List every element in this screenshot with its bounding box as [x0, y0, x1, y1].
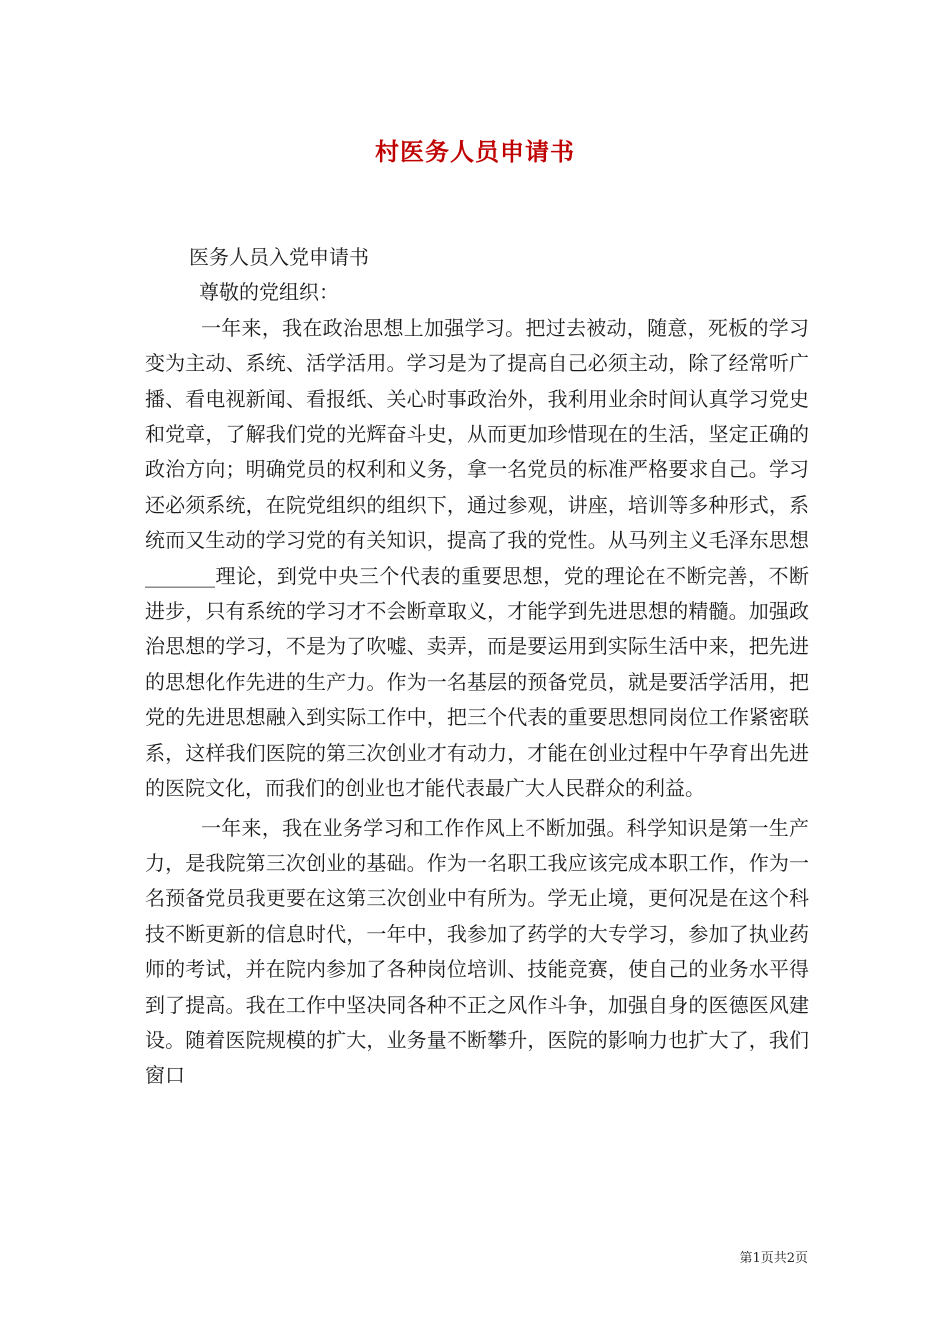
document-body [145, 240, 809, 1094]
salutation: 尊敬的党组织： [199, 280, 339, 305]
paragraph-1: 一年来，我在政治思想上加强学习。把过去被动，随意，死板的学习变为主动、系统、活学活用。学习是为了提高自己必须主动，除了经常听广播、看电视新闻、看报纸、关心时事政治外，我利用业余时间认真学习党史和党章，了解我们党的光辉奋斗史，从而更加珍惜现在的生活，坚定正确的政治方向；明确党员的权利和义务，拿一名党员的标准严格要求自己。学习还必须系统，在院党组织的组织下，通过参观，讲座，培训等多种形式，系统而又生动的学习党的有关知识，提高了我的党性。从马列主义毛泽东思想_______理论，到党中央三个代表的重要思想，党的理论在不断完善，不断进步，只有系统的学习才不会断章取义，才能学到先进思想的精髓。加强政治思想的学习，不是为了吹嘘、卖弄，而是要运用到实际生活中来，把先进的思想化作先进的生产力。作为一名基层的预备党员，就是要活学活用，把党的先进思想融入到实际工作中，把三个代表的重要思想同岗位工作紧密联系，这样我们医院的第三次创业才有动力，才能在创业过程中午孕育出先进的医院文化，而我们的创业也才能代表最广大人民群众的利益。 [145, 315, 809, 801]
document-subtitle: 医务人员入党申请书 [189, 245, 369, 269]
page-number-label: 第1页共2页 [739, 1251, 808, 1266]
page-number [0, 1247, 808, 1266]
page-title: 村医务人员申请书 [375, 137, 575, 166]
paragraph-2: 一年来，我在业务学习和工作作风上不断加强。科学知识是第一生产力，是我院第三次创业的基础。作为一名职工我应该完成本职工作，作为一名预备党员我更要在这第三次创业中有所为。学无止境，更何况是在这个科技不断更新的信息时代，一年中，我参加了药学的大专学习，参加了执业药师的考试，并在院内参加了各种岗位培训、技能竞赛，使自己的业务水平得到了提高。我在工作中坚决同各种不正之风作斗争，加强自身的医德医风建设。随着医院规模的扩大，业务量不断攀升，医院的影响力也扩大了，我们窗口 [145, 815, 809, 1088]
